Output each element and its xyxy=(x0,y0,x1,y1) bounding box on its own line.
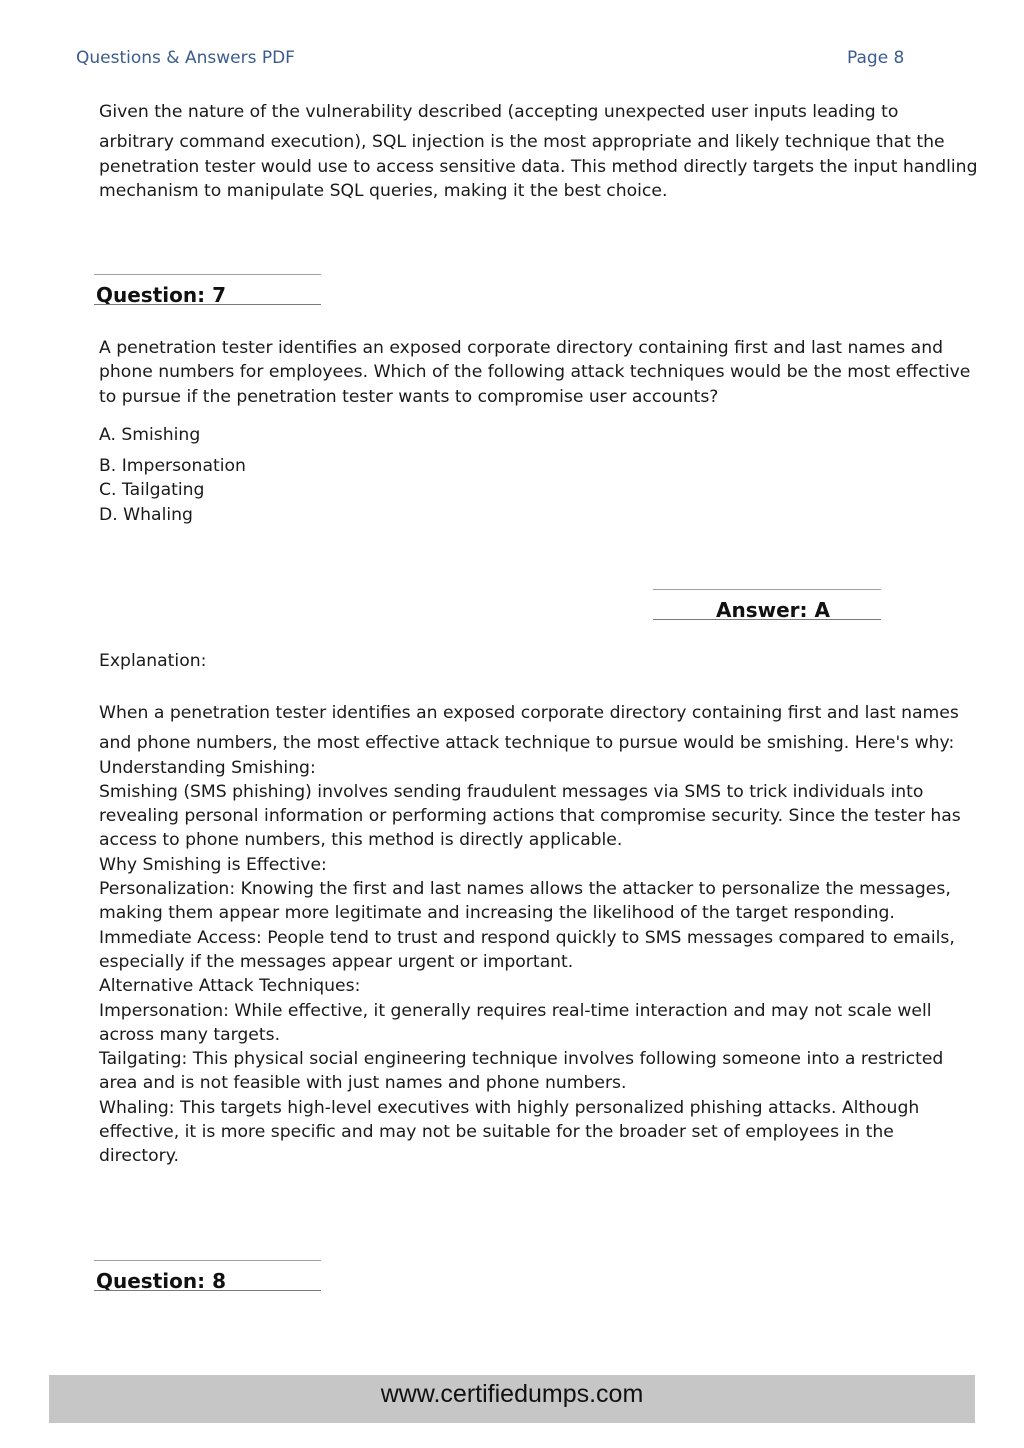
divider xyxy=(653,619,881,620)
divider xyxy=(94,274,321,275)
question-7-heading xyxy=(94,274,321,308)
text-line: across many targets. xyxy=(99,1024,281,1045)
text-line: area and is not feasible with just names and phone numbers. xyxy=(99,1073,627,1094)
intro-paragraph xyxy=(99,100,979,203)
text-line: Whaling: This targets high-level executives with highly personalized phishing attacks. Although xyxy=(99,1097,920,1118)
text-line: Tailgating: This physical social engineering technique involves following someone into a restricted xyxy=(99,1049,944,1070)
footer-url: www.certifiedumps.com xyxy=(380,1380,644,1408)
page-number: Page 8 xyxy=(847,48,905,68)
page-header-title: Questions & Answers PDF xyxy=(76,48,295,68)
answer-heading xyxy=(653,589,881,623)
text-line: Personalization: Knowing the first and last names allows the attacker to personalize the messages, xyxy=(99,879,951,900)
footer-banner xyxy=(49,1375,975,1423)
answer-label: Answer: A xyxy=(716,598,830,622)
text-line: to pursue if the penetration tester wants to compromise user accounts? xyxy=(99,386,719,407)
divider xyxy=(94,304,321,305)
text-line: Given the nature of the vulnerability described (accepting unexpected user inputs leading to xyxy=(99,102,899,122)
text-line: Immediate Access: People tend to trust and respond quickly to SMS messages compared to emails, xyxy=(99,927,955,948)
text-line: Understanding Smishing: xyxy=(99,757,316,778)
text-line: phone numbers for employees. Which of the following attack techniques would be the most effective xyxy=(99,362,971,383)
question-7-text xyxy=(99,336,979,409)
text-line: and phone numbers, the most effective attack technique to pursue would be smishing. Here's why: xyxy=(99,733,955,754)
text-line: penetration tester would use to access sensitive data. This method directly targets the input handling xyxy=(99,156,978,177)
explanation-text xyxy=(99,701,979,1169)
text-line: Impersonation: While effective, it generally requires real-time interaction and may not scale well xyxy=(99,1000,932,1021)
text-line: effective, it is more specific and may not be suitable for the broader set of employees in the xyxy=(99,1122,894,1143)
text-line: directory. xyxy=(99,1146,179,1167)
text-line: Alternative Attack Techniques: xyxy=(99,976,361,997)
explanation-label: Explanation: xyxy=(99,651,207,671)
divider xyxy=(653,589,881,590)
option-a: A. Smishing xyxy=(99,425,201,445)
text-line: When a penetration tester identifies an exposed corporate directory containing first and last names xyxy=(99,703,959,723)
divider xyxy=(94,1290,321,1291)
divider xyxy=(94,1260,321,1261)
question-title: Question: 7 xyxy=(96,283,226,307)
text-line: especially if the messages appear urgent or important. xyxy=(99,951,574,972)
text-line: Why Smishing is Effective: xyxy=(99,854,327,875)
text-line: mechanism to manipulate SQL queries, making it the best choice. xyxy=(99,180,668,201)
text-line: making them appear more legitimate and increasing the likelihood of the target responding. xyxy=(99,903,895,924)
option-b: B. Impersonation xyxy=(99,456,246,476)
text-line: access to phone numbers, this method is directly applicable. xyxy=(99,830,623,851)
option-c: C. Tailgating xyxy=(99,480,205,500)
question-title: Question: 8 xyxy=(96,1269,226,1293)
text-line: Smishing (SMS phishing) involves sending fraudulent messages via SMS to trick individuals into xyxy=(99,781,924,802)
text-line: arbitrary command execution), SQL injection is the most appropriate and likely technique that the xyxy=(99,132,945,153)
question-8-heading xyxy=(94,1260,321,1294)
text-line: revealing personal information or performing actions that compromise security. Since the tester has xyxy=(99,806,961,827)
text-line: A penetration tester identifies an exposed corporate directory containing first and last names and xyxy=(99,338,943,358)
option-d: D. Whaling xyxy=(99,505,193,525)
